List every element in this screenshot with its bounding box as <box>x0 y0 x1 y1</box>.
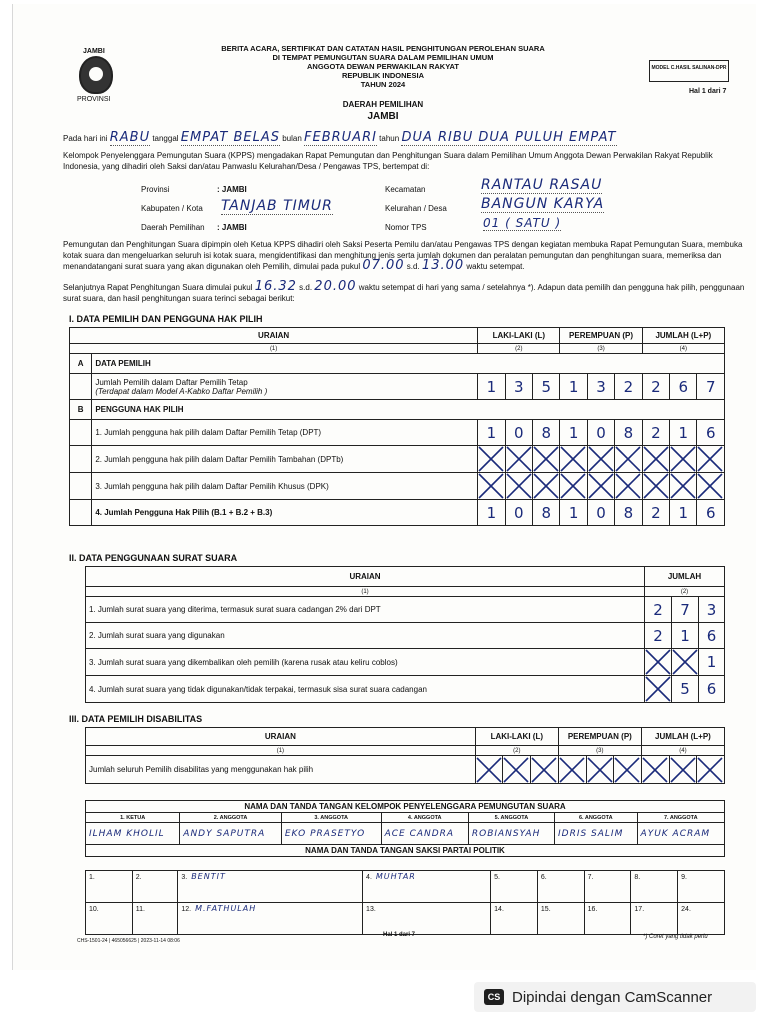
kpps-role-head: 6. ANGGOTA <box>554 813 637 823</box>
kabupaten-label: Kabupaten / Kota <box>141 204 203 213</box>
saksi-number: 6. <box>540 874 547 881</box>
s2-label: 4. Jumlah surat suara yang tidak digunakan/tidak terpakai, termasuk sisa surat suara cadangan <box>86 676 645 703</box>
cross-out-mark <box>587 757 613 783</box>
title-line: ANGGOTA DEWAN PERWAKILAN RAKYAT <box>307 62 459 71</box>
cross-out-mark <box>560 473 586 499</box>
cross-out-mark <box>643 473 669 499</box>
digit-cell: 1 <box>672 623 699 649</box>
cross-out-mark <box>615 446 641 472</box>
cross-out-mark <box>531 757 557 783</box>
tahun-label: tahun <box>379 134 400 143</box>
saksi-signature-cell <box>537 903 584 935</box>
crossed-digit-cell <box>558 756 586 784</box>
saksi-signature-cell <box>178 871 363 903</box>
saksi-number: 11. <box>135 906 145 913</box>
digit-cell: 6 <box>699 676 725 703</box>
saksi-number: 9. <box>681 874 687 881</box>
section2-table <box>85 566 725 703</box>
s1-a-blank <box>70 374 92 400</box>
digit-cell: 0 <box>505 420 532 446</box>
kpu-logo-icon <box>79 56 113 94</box>
cross-out-mark <box>645 649 671 675</box>
crossed-digit-cell <box>478 446 505 473</box>
provinsi-label: Provinsi <box>141 185 170 194</box>
section2-title: II. DATA PENGGUNAAN SURAT SUARA <box>69 553 238 563</box>
crossed-digit-cell <box>560 446 587 473</box>
s1-b-blank <box>70 473 92 500</box>
count-closing-text: waktu setempat di hari yang sama / setelahnya *). Adapun data pemilih dan pengguna hak pilih, penggunaan surat suara, dan hasil penghitungan suara terinci sebagai berikut: <box>63 283 745 303</box>
saksi-signature-cell <box>537 871 584 903</box>
cross-out-mark <box>478 473 504 499</box>
s3-head-uraian: URAIAN <box>86 728 476 746</box>
tanggal-value: EMPAT BELAS <box>180 130 280 145</box>
crossed-digit-cell <box>478 473 505 500</box>
s2-num2: (2) <box>645 587 725 597</box>
digit-cell: 0 <box>587 500 614 526</box>
crossed-digit-cell <box>641 756 669 784</box>
s3-head-l: LAKI-LAKI (L) <box>475 728 558 746</box>
kabupaten-value: TANJAB TIMUR <box>221 198 333 214</box>
s3-num1: (1) <box>86 746 476 756</box>
hari-value: RABU <box>109 130 151 145</box>
bulan-value: FEBRUARI <box>304 130 377 145</box>
procedure-text: Pemungutan dan Penghitungan Suara dipimpin oleh Ketua KPPS dihadiri oleh Saksi Peserta Pemilu dan/atau Pengawas TPS dengan kegiatan membuka Rapat Pemungutan Suara, membuka kotak suara dan mengeluarkan seluruh isi kotak suara, mengidentifikasi dan menghitung jenis serta jumlah dokumen dan peralatan pemungutan dan penghitungan suara, memeriksa dan menandatangani surat suara yang akan digunakan oleh Pemilih, dimulai pada pukul <box>63 240 743 271</box>
crossed-digit-cell <box>697 473 725 500</box>
crossed-digit-cell <box>615 446 642 473</box>
saksi-signature-cell <box>86 903 133 935</box>
crossed-digit-cell <box>670 446 697 473</box>
saksi-signature-name: BENTIT <box>191 872 226 881</box>
s3-head-j: JUMLAH (L+P) <box>641 728 724 746</box>
pada-hari-label: Pada hari ini <box>63 134 108 143</box>
cross-out-mark <box>559 757 585 783</box>
saksi-number: 13. <box>366 906 376 913</box>
crossed-digit-cell <box>505 446 532 473</box>
crossed-digit-cell <box>615 473 642 500</box>
digit-cell: 1 <box>699 649 725 676</box>
procedure-paragraph <box>63 240 753 273</box>
saksi-number: 12. <box>181 906 192 913</box>
s3-num3: (3) <box>558 746 641 756</box>
digit-cell: 1 <box>478 500 505 526</box>
crossed-digit-cell <box>533 446 560 473</box>
digit-cell: 2 <box>645 597 672 623</box>
digit-cell: 1 <box>478 420 505 446</box>
crossed-digit-cell <box>586 756 614 784</box>
saksi-title: NAMA DAN TANDA TANGAN SAKSI PARTAI POLITIK <box>86 845 725 857</box>
saksi-number: 15. <box>540 906 551 913</box>
digit-cell: 2 <box>642 500 669 526</box>
dapil-label: Daerah Pemilihan <box>141 223 205 232</box>
title-line: TAHUN 2024 <box>360 80 406 89</box>
crossed-digit-cell <box>587 473 614 500</box>
digit-cell: 1 <box>560 420 587 446</box>
dapil-value: : JAMBI <box>217 223 247 232</box>
s1-b-label: 1. Jumlah pengguna hak pilih dalam Daftar Pemilih Tetap (DPT) <box>92 420 478 446</box>
s2-label: 2. Jumlah surat suara yang digunakan <box>86 623 645 649</box>
page-label: Hal 1 dari 7 <box>689 88 727 95</box>
kecamatan-label: Kecamatan <box>385 185 426 194</box>
saksi-signature-cell <box>678 903 725 935</box>
s1-head-l: LAKI-LAKI (L) <box>478 328 560 344</box>
kelurahan-value: BANGUN KARYA <box>481 196 605 212</box>
crossed-digit-cell <box>645 649 672 676</box>
logo-top-text: JAMBI <box>83 48 105 55</box>
kpps-title: NAMA DAN TANDA TANGAN KELOMPOK PENYELENGGARA PEMUNGUTAN SUARA <box>86 801 725 813</box>
crossed-digit-cell <box>697 756 725 784</box>
saksi-signature-cell <box>86 871 133 903</box>
s1-b-label: 4. Jumlah Pengguna Hak Pilih (B.1 + B.2 + B.3) <box>92 500 478 526</box>
digit-cell: 1 <box>670 500 697 526</box>
saksi-signature-cell <box>132 903 178 935</box>
cross-out-mark <box>670 757 696 783</box>
saksi-number: 1. <box>89 874 95 881</box>
kpps-signature-name: AYUK ACRAM <box>637 823 724 845</box>
s1-a-title: DATA PEMILIH <box>92 354 725 374</box>
scanned-form-page <box>12 4 756 970</box>
s1-head-uraian: URAIAN <box>70 328 478 344</box>
s1-b-label: 2. Jumlah pengguna hak pilih dalam Daftar Pemilih Tambahan (DPTb) <box>92 446 478 473</box>
kpps-signature-name: ROBIANSYAH <box>468 823 554 845</box>
s1-num3: (3) <box>560 344 642 354</box>
saksi-signature-cell <box>491 903 538 935</box>
s2-head-uraian: URAIAN <box>86 567 645 587</box>
s2-label: 1. Jumlah surat suara yang diterima, termasuk surat suara cadangan 2% dari DPT <box>86 597 645 623</box>
saksi-number: 5. <box>494 874 500 881</box>
footer-page: Hal 1 dari 7 <box>383 932 416 938</box>
saksi-signature-cell <box>363 871 491 903</box>
count-sd: s.d. <box>299 283 313 292</box>
count-start-time: 16.32 <box>254 279 297 294</box>
waktu-label: waktu setempat. <box>466 262 525 271</box>
crossed-digit-cell <box>670 473 697 500</box>
saksi-signature-cell <box>584 871 631 903</box>
s1-b-code: B <box>70 400 92 420</box>
s1-b-blank <box>70 420 92 446</box>
saksi-signature-cell <box>678 871 725 903</box>
digit-cell: 3 <box>699 597 725 623</box>
crossed-digit-cell <box>531 756 559 784</box>
kpps-signature-name: ANDY SAPUTRA <box>180 823 282 845</box>
tanggal-label: tanggal <box>152 134 179 143</box>
s1-b-blank <box>70 446 92 473</box>
digit-cell: 2 <box>642 420 669 446</box>
cross-out-mark <box>670 473 696 499</box>
section1-title: I. DATA PEMILIH DAN PENGGUNA HAK PILIH <box>69 314 263 324</box>
count-text: Selanjutnya Rapat Penghitungan Suara dimulai pukul <box>63 283 253 292</box>
digit-cell: 7 <box>697 374 725 400</box>
s1-a-sublabel: (Terdapat dalam Model A-Kabko Daftar Pemilih ) <box>95 386 268 396</box>
kpps-signature-name: ACE CANDRA <box>381 823 468 845</box>
camscanner-watermark <box>474 982 756 1012</box>
saksi-signature-cell <box>584 903 631 935</box>
digit-cell: 6 <box>697 500 725 526</box>
crossed-digit-cell <box>533 473 560 500</box>
saksi-signature-cell <box>178 903 363 935</box>
title-line: DI TEMPAT PEMUNGUTAN SUARA DALAM PEMILIHAN UMUM <box>272 53 494 62</box>
saksi-number: 7. <box>587 874 594 881</box>
s1-num2: (2) <box>478 344 560 354</box>
cross-out-mark <box>697 473 723 499</box>
title-line: BERITA ACARA, SERTIFIKAT DAN CATATAN HASIL PENGHITUNGAN PEROLEHAN SUARA <box>221 44 545 53</box>
digit-cell: 1 <box>560 500 587 526</box>
cross-out-mark <box>533 473 559 499</box>
cross-out-mark <box>672 649 698 675</box>
count-paragraph <box>63 279 753 304</box>
saksi-number: 8. <box>634 874 641 881</box>
intro-text: Kelompok Penyelenggara Pemungutan Suara (KPPS) mengadakan Rapat Pemungutan dan Penghitungan Suara dalam Pemilihan Umum Anggota Dewan Perwakilan Rakyat Republik Indonesia, yang dihadiri oleh Saksi dan/atau Panwaslu Kelurahan/Desa / Pengawas TPS, bertempat di: <box>63 151 713 171</box>
kpps-signature-name: EKO PRASETYO <box>281 823 381 845</box>
logo-bottom-text: PROVINSI <box>77 96 111 103</box>
digit-cell: 5 <box>672 676 699 703</box>
saksi-number: 24. <box>681 906 691 913</box>
kpps-role-head: 3. ANGGOTA <box>281 813 381 823</box>
crossed-digit-cell <box>672 649 699 676</box>
s2-label: 3. Jumlah surat suara yang dikembalikan oleh pemilih (karena rusak atau keliru coblos) <box>86 649 645 676</box>
s1-head-j: JUMLAH (L+P) <box>642 328 724 344</box>
crossed-digit-cell <box>587 446 614 473</box>
crossed-digit-cell <box>642 446 669 473</box>
digit-cell: 3 <box>587 374 614 400</box>
cross-out-mark <box>615 473 641 499</box>
digit-cell: 6 <box>699 623 725 649</box>
digit-cell: 0 <box>587 420 614 446</box>
digit-cell: 1 <box>478 374 505 400</box>
digit-cell: 1 <box>670 420 697 446</box>
cross-out-mark <box>476 757 502 783</box>
section1-table <box>69 327 725 526</box>
kpps-role-head: 4. ANGGOTA <box>381 813 468 823</box>
tahun-value: DUA RIBU DUA PULUH EMPAT <box>401 130 617 145</box>
digit-cell: 6 <box>670 374 697 400</box>
cross-out-mark <box>697 757 723 783</box>
kpps-role-head: 7. ANGGOTA <box>637 813 724 823</box>
model-box: MODEL C.HASIL SALINAN-DPR <box>649 60 729 82</box>
digit-cell: 7 <box>672 597 699 623</box>
saksi-number: 4. <box>366 874 372 881</box>
digit-cell: 8 <box>615 420 642 446</box>
cross-out-mark <box>642 757 668 783</box>
s3-head-p: PEREMPUAN (P) <box>558 728 641 746</box>
sd-label: s.d. <box>406 262 420 271</box>
digit-cell: 0 <box>505 500 532 526</box>
digit-cell: 2 <box>645 623 672 649</box>
form-title <box>173 44 593 89</box>
cross-out-mark <box>588 473 614 499</box>
s1-head-p: PEREMPUAN (P) <box>560 328 642 344</box>
cross-out-mark <box>478 446 504 472</box>
end-time: 13.00 <box>421 258 465 273</box>
crossed-digit-cell <box>503 756 531 784</box>
kpps-signature-name: ILHAM KHOLIL <box>86 823 180 845</box>
cross-out-mark <box>670 446 696 472</box>
crossed-digit-cell <box>475 756 503 784</box>
kpps-role-head: 1. KETUA <box>86 813 180 823</box>
saksi-signature-cell <box>631 903 678 935</box>
saksi-number: 2. <box>135 874 142 881</box>
footer-note: *) Coret yang tidak perlu <box>643 934 708 940</box>
s1-b-blank <box>70 500 92 526</box>
s1-a-label-cell <box>92 374 478 400</box>
saksi-number: 16. <box>587 906 598 913</box>
digit-cell: 2 <box>642 374 669 400</box>
kpps-role-head: 2. ANGGOTA <box>180 813 282 823</box>
digit-cell: 3 <box>505 374 532 400</box>
s1-b-title: PENGGUNA HAK PILIH <box>92 400 725 420</box>
saksi-number: 10. <box>89 906 99 913</box>
cross-out-mark <box>643 446 669 472</box>
section3-table <box>85 727 725 784</box>
footer-code: CHS-1501-24 | 465056625 | 2023-11-14 08:06 <box>77 938 180 944</box>
kelurahan-label: Kelurahan / Desa <box>385 204 447 213</box>
crossed-digit-cell <box>505 473 532 500</box>
cross-out-mark <box>645 676 671 702</box>
digit-cell: 2 <box>615 374 642 400</box>
crossed-digit-cell <box>697 446 725 473</box>
cross-out-mark <box>503 757 529 783</box>
s1-num1: (1) <box>70 344 478 354</box>
s3-num4: (4) <box>641 746 724 756</box>
digit-cell: 8 <box>533 500 560 526</box>
tps-label: Nomor TPS <box>385 223 427 232</box>
saksi-number: 3. <box>181 874 188 881</box>
digit-cell: 1 <box>560 374 587 400</box>
daerah-label: DAERAH PEMILIHAN <box>342 100 424 109</box>
crossed-digit-cell <box>560 473 587 500</box>
section3-title: III. DATA PEMILIH DISABILITAS <box>69 714 203 724</box>
digit-cell: 8 <box>533 420 560 446</box>
kpps-role-head: 5. ANGGOTA <box>468 813 554 823</box>
saksi-signature-cell <box>631 871 678 903</box>
title-line: REPUBLIK INDONESIA <box>341 71 425 80</box>
camscanner-icon: CS <box>484 989 504 1005</box>
crossed-digit-cell <box>642 473 669 500</box>
s2-head-jumlah: JUMLAH <box>645 567 725 587</box>
cross-out-mark <box>614 757 640 783</box>
cross-out-mark <box>697 446 723 472</box>
digit-cell: 5 <box>533 374 560 400</box>
bulan-label: bulan <box>282 134 302 143</box>
camscanner-text: Dipindai dengan CamScanner <box>512 988 713 1006</box>
daerah-value: JAMBI <box>367 111 399 122</box>
s1-a-code: A <box>70 354 92 374</box>
saksi-signature-cell <box>132 871 178 903</box>
tps-value: 01 ( SATU ) <box>483 216 562 230</box>
s2-num1: (1) <box>86 587 645 597</box>
count-end-time: 20.00 <box>314 279 357 294</box>
digit-cell: 6 <box>697 420 725 446</box>
cross-out-mark <box>506 473 532 499</box>
s3-num2: (2) <box>475 746 558 756</box>
digit-cell: 8 <box>615 500 642 526</box>
saksi-signature-cell <box>491 871 538 903</box>
saksi-signature-table <box>85 870 725 935</box>
cross-out-mark <box>560 446 586 472</box>
crossed-digit-cell <box>669 756 697 784</box>
cross-out-mark <box>588 446 614 472</box>
kpps-signature-table <box>85 800 725 857</box>
crossed-digit-cell <box>614 756 642 784</box>
provinsi-value: : JAMBI <box>217 185 247 194</box>
s3-label: Jumlah seluruh Pemilih disabilitas yang menggunakan hak pilih <box>86 756 476 784</box>
kpps-signature-name: IDRIS SALIM <box>554 823 637 845</box>
saksi-signature-cell <box>363 903 491 935</box>
cross-out-mark <box>533 446 559 472</box>
s1-num4: (4) <box>642 344 724 354</box>
start-time: 07.00 <box>362 258 405 273</box>
intro-line <box>63 130 753 146</box>
saksi-number: 17. <box>634 906 645 913</box>
saksi-number: 14. <box>494 906 504 913</box>
s1-a-label: Jumlah Pemilih dalam Daftar Pemilih Tetap <box>95 377 248 387</box>
saksi-signature-name: M.FATHULAH <box>195 904 257 913</box>
saksi-signature-name: MUHTAR <box>375 872 416 881</box>
s1-b-label: 3. Jumlah pengguna hak pilih dalam Daftar Pemilih Khusus (DPK) <box>92 473 478 500</box>
kecamatan-value: RANTAU RASAU <box>481 177 603 193</box>
cross-out-mark <box>506 446 532 472</box>
crossed-digit-cell <box>645 676 672 703</box>
